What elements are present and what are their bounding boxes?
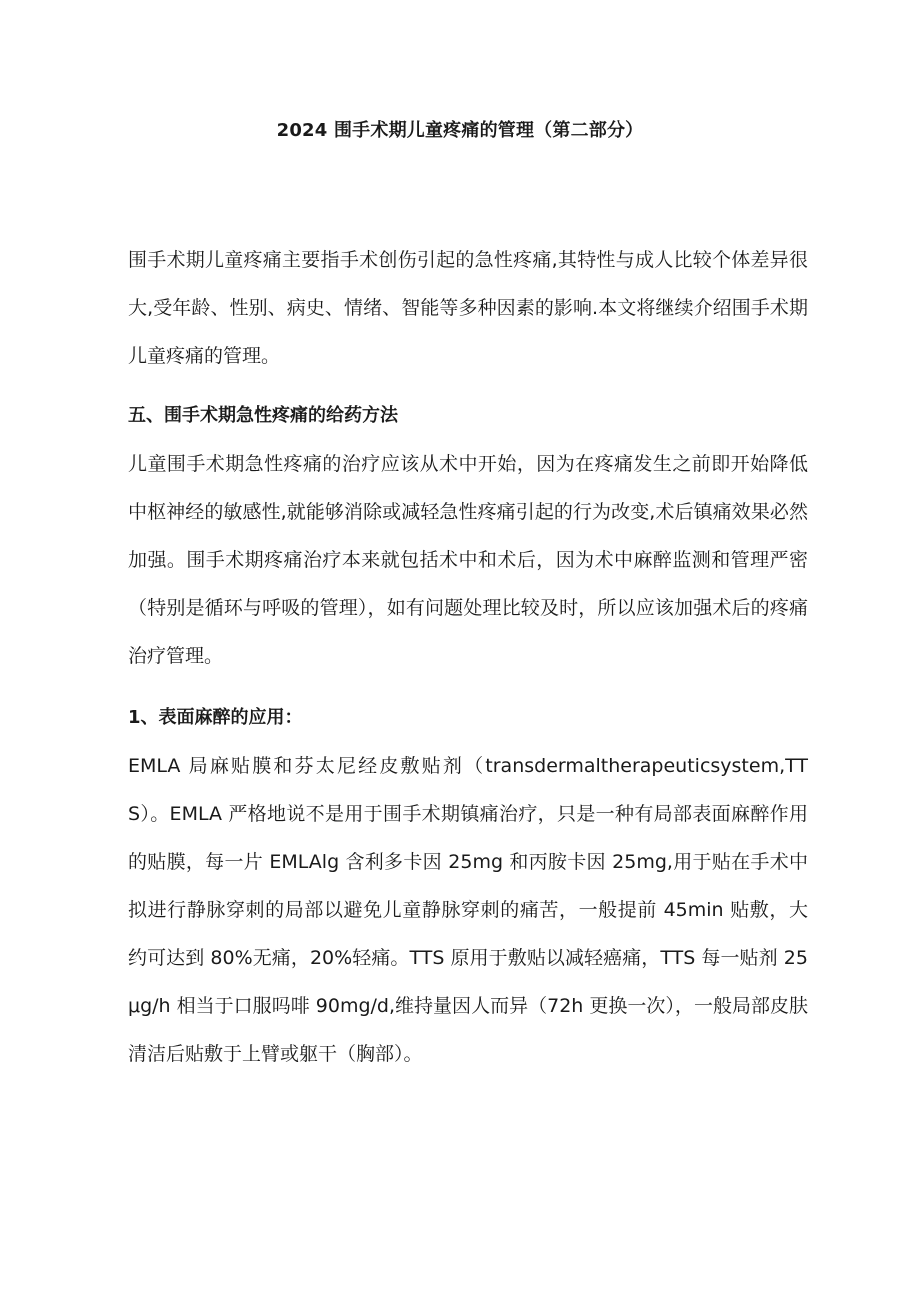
section-heading: 五、围手术期急性疼痛的给药方法 (128, 405, 398, 426)
subsection-paragraph: EMLA 局麻贴膜和芬太尼经皮敷贴剂（transdermaltherapeuticsystem,TTS）。EMLA 严格地说不是用于围手术期镇痛治疗，只是一种有局部表面麻醉作用的贴膜，每一片 EMLAlg 含利多卡因 25mg 和丙胺卡因 25mg,用于贴在手术中拟进行静脉穿刺的局部以避免儿童静脉穿刺的痛苦，一般提前 45min 贴敷，大约可达到 80%无痛，20%轻痛。TTS 原用于敷贴以减轻癌痛，TTS 每一贴剂 25μg/h 相当于口服吗啡 90mg/d,维持量因人而异（72h 更换一次），一般局部皮肤清洁后贴敷于上臂或躯干（胸部）。 (128, 755, 808, 1065)
document-body (128, 236, 808, 1078)
subsection-heading: 1、表面麻醉的应用： (128, 707, 303, 728)
intro-paragraph: 围手术期儿童疼痛主要指手术创伤引起的急性疼痛,其特性与成人比较个体差异很大,受年龄、性别、病史、情绪、智能等多种因素的影响.本文将继续介绍围手术期儿童疼痛的管理。 (128, 249, 808, 367)
spacer (128, 380, 808, 392)
section-paragraph: 儿童围手术期急性疼痛的治疗应该从术中开始，因为在疼痛发生之前即开始降低中枢神经的敏感性,就能够消除或减轻急性疼痛引起的行为改变,术后镇痛效果必然加强。围手术期疼痛治疗本来就包括术中和术后，因为术中麻醉监测和管理严密（特别是循环与呼吸的管理），如有问题处理比较及时，所以应该加强术后的疼痛治疗管理。 (128, 453, 808, 667)
document-title: 2024 围手术期儿童疼痛的管理（第二部分） (276, 120, 644, 141)
spacer (128, 680, 808, 694)
